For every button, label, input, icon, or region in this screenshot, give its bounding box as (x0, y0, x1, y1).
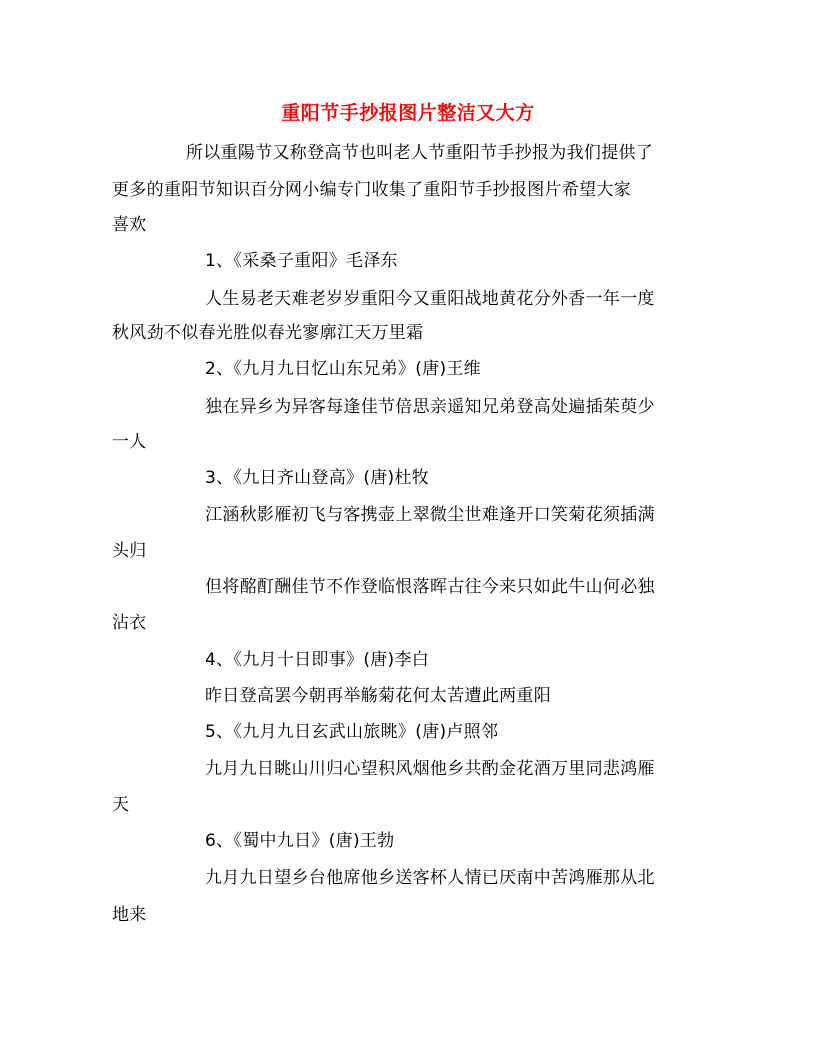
intro-line-2: 更多的重阳节知识百分网小编专门收集了重阳节手抄报图片希望大家 (112, 180, 631, 200)
poem-4-heading: 4、《九月十日即事》(唐)李白 (205, 650, 430, 670)
intro-line-1: 所以重陽节又称登高节也叫老人节重阳节手抄报为我们提供了 (186, 143, 654, 163)
poem-5-line-2: 天 (112, 795, 130, 815)
poem-5-line-1: 九月九日眺山川归心望积风烟他乡共酌金花酒万里同悲鸿雁 (205, 759, 655, 779)
poem-3-line-3: 但将酩酊酬佳节不作登临恨落晖古往今来只如此牛山何必独 (205, 577, 655, 597)
poem-1-line-1: 人生易老天难老岁岁重阳今又重阳战地黄花分外香一年一度 (205, 289, 655, 309)
poem-6-line-1: 九月九日望乡台他席他乡送客杯人情已厌南中苦鸿雁那从北 (205, 868, 655, 888)
poem-3-line-2: 头归 (112, 541, 147, 561)
poem-3-heading: 3、《九日齐山登高》(唐)杜牧 (205, 468, 430, 488)
poem-5-heading: 5、《九月九日玄武山旅眺》(唐)卢照邻 (205, 722, 499, 742)
page-title: 重阳节手抄报图片整洁又大方 (281, 102, 535, 124)
poem-6-heading: 6、《蜀中九日》(唐)王勃 (205, 831, 395, 851)
poem-3-line-4: 沾衣 (112, 613, 147, 633)
poem-3-line-1: 江涵秋影雁初飞与客携壶上翠微尘世难逢开口笑菊花须插满 (205, 505, 655, 525)
poem-4-line-1: 昨日登高罢今朝再举觞菊花何太苦遭此两重阳 (205, 686, 551, 706)
poem-2-line-2: 一人 (112, 432, 147, 452)
poem-2-line-1: 独在异乡为异客每逢佳节倍思亲遥知兄弟登高处遍插茱萸少 (205, 397, 655, 417)
poem-6-line-2: 地来 (112, 905, 147, 925)
poem-1-heading: 1、《采桑子重阳》毛泽东 (205, 251, 398, 271)
poem-2-heading: 2、《九月九日忆山东兄弟》(唐)王维 (205, 359, 481, 379)
poem-1-line-2: 秋风劲不似春光胜似春光寥廓江天万里霜 (112, 323, 424, 343)
intro-line-3: 喜欢 (112, 215, 147, 235)
